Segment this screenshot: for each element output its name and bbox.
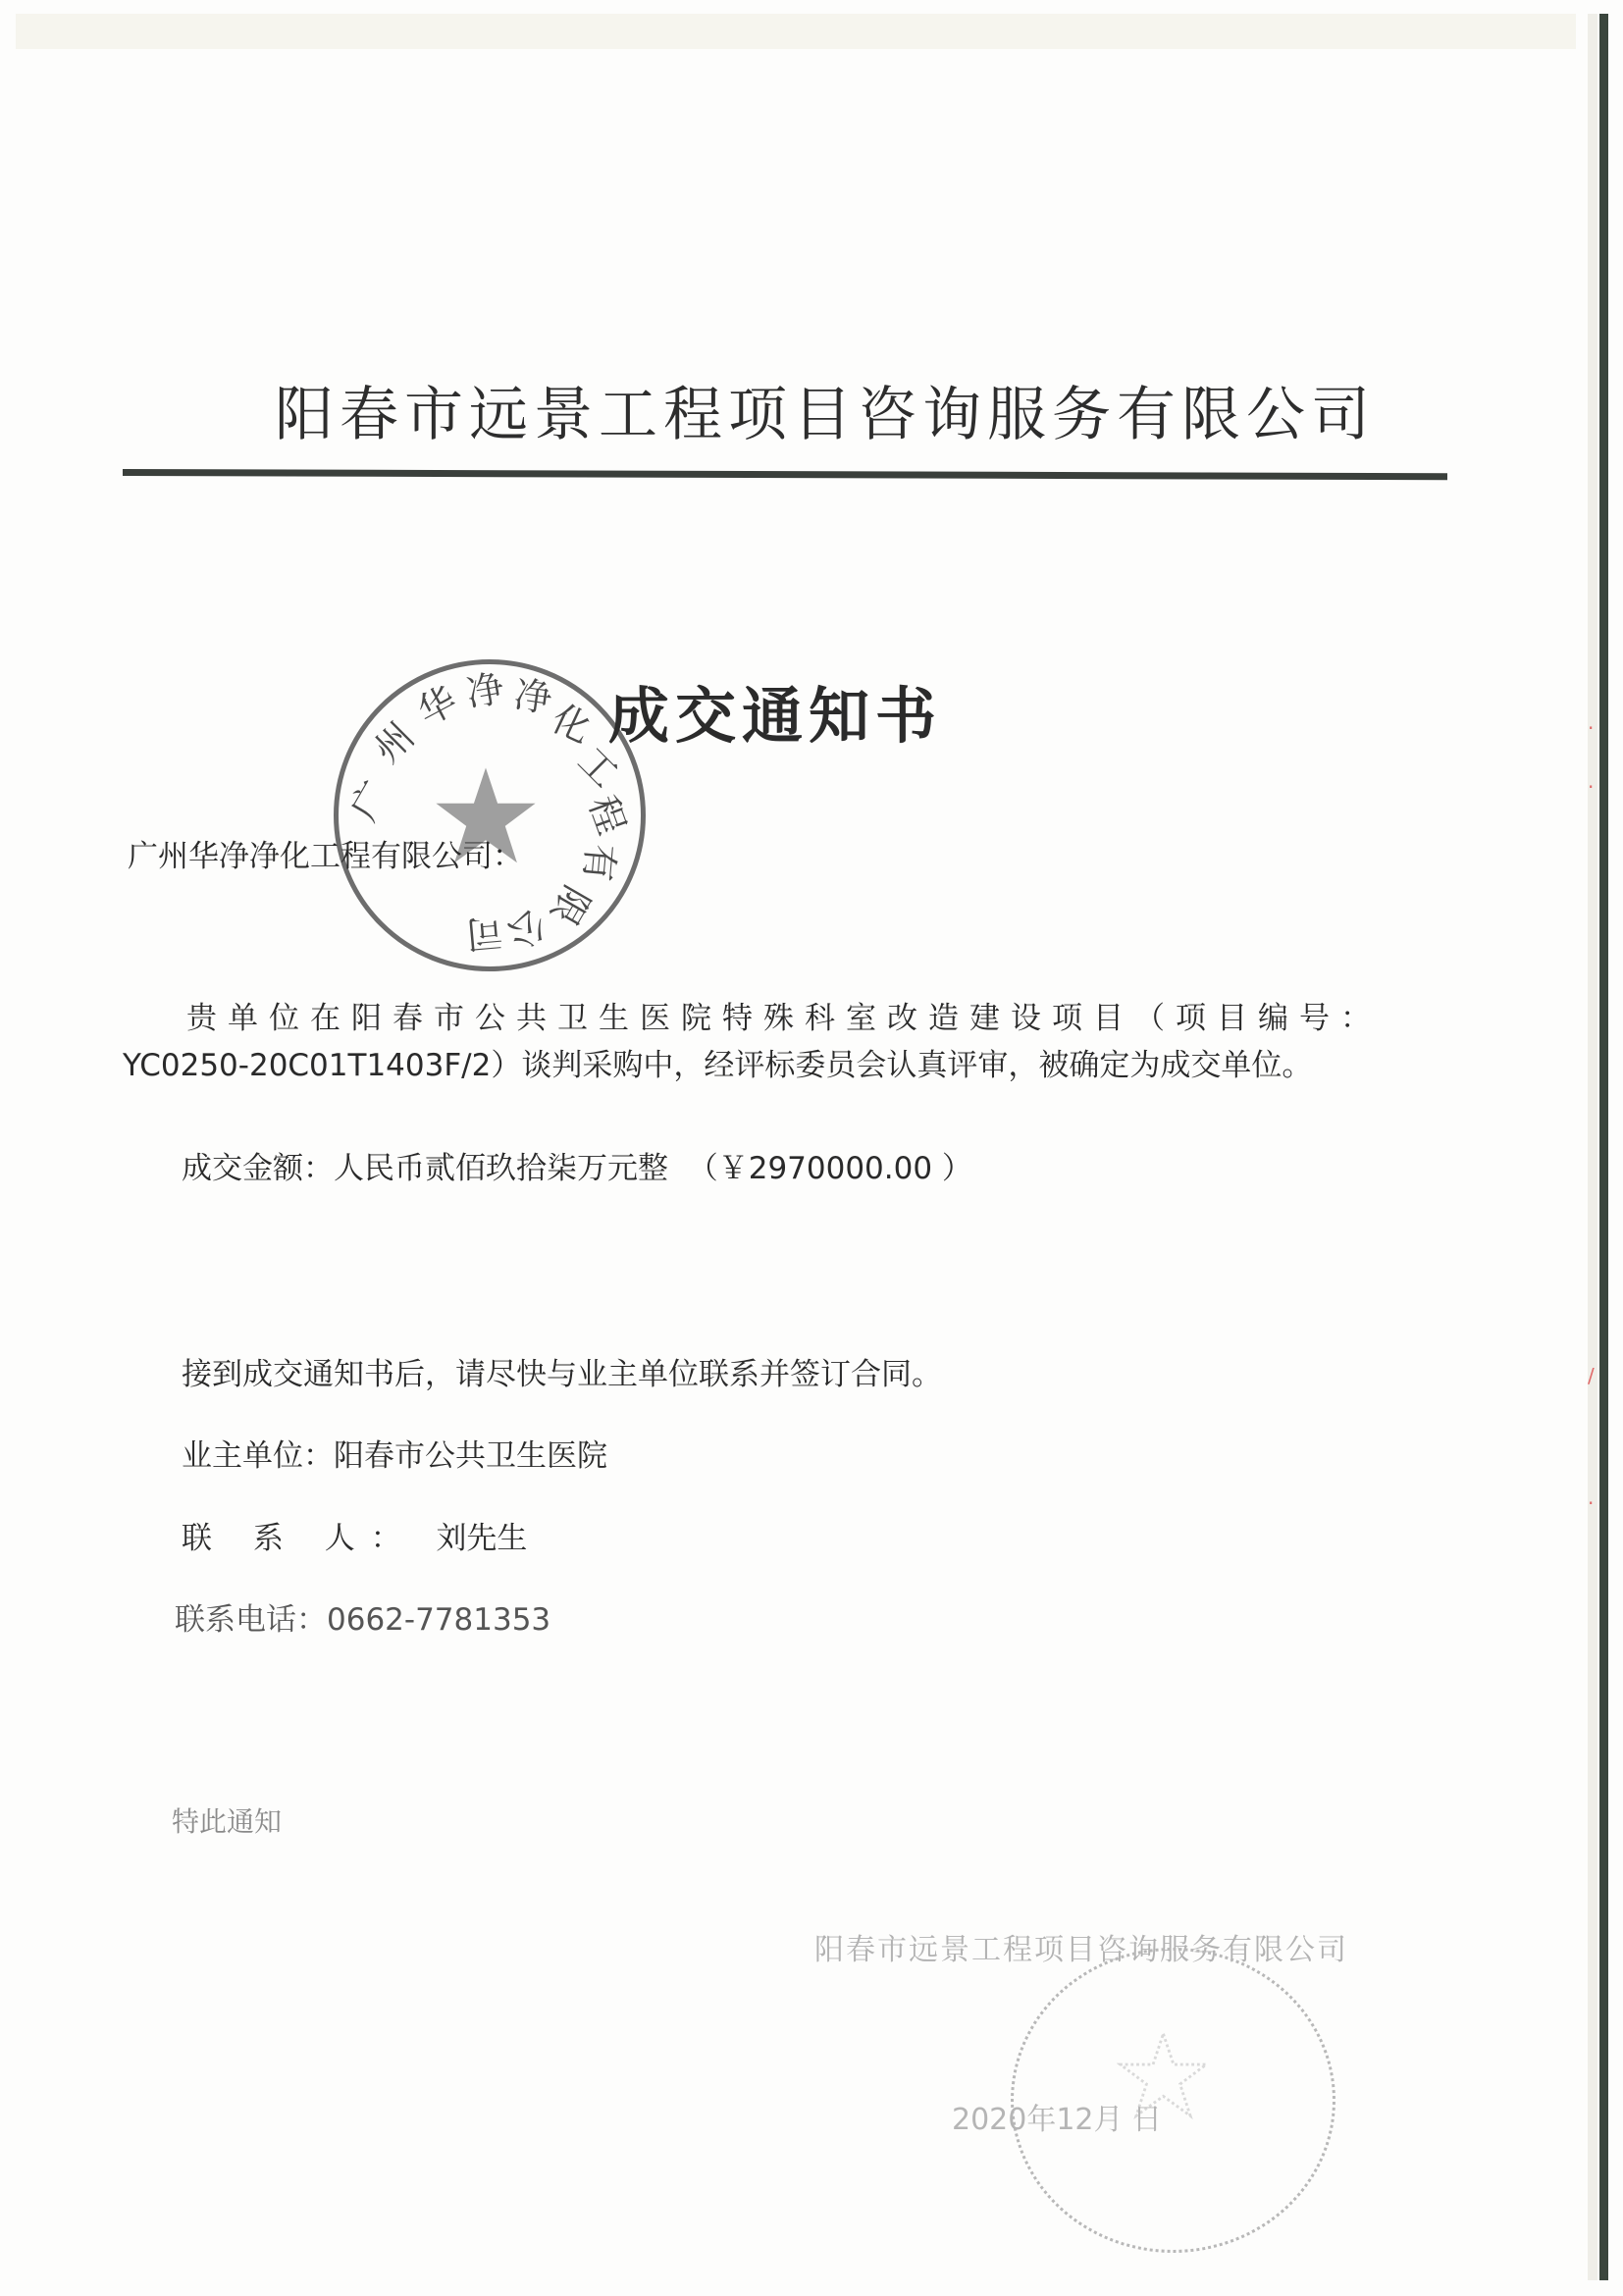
contact-person-label: 联 系 人： <box>182 1521 417 1556</box>
contact-person <box>182 1513 527 1557</box>
award-amount <box>182 1143 972 1187</box>
recipient-company-seal <box>334 659 646 971</box>
margin-mark: · <box>1588 1491 1595 1515</box>
seal-text: 华 <box>410 678 464 734</box>
contact-phone-label: 联系电话： <box>175 1602 327 1638</box>
owner-unit <box>182 1431 607 1475</box>
seal-text: 净 <box>511 672 555 721</box>
contact-phone-value: 0662-7781353 <box>327 1602 551 1638</box>
award-amount-number: （￥2970000.00 ） <box>687 1151 972 1186</box>
margin-mark: / <box>1588 1364 1595 1387</box>
seal-text: 限 <box>542 878 599 933</box>
margin-mark: · <box>1588 775 1595 799</box>
seal-text: 净 <box>463 665 508 715</box>
scan-right-margin <box>1588 14 1597 2280</box>
seal-text: 公 <box>498 900 555 958</box>
seal-text: 有 <box>575 842 623 884</box>
seal-text: 州 <box>365 713 423 771</box>
scan-right-edge <box>1599 14 1608 2280</box>
award-amount-label: 成交金额： <box>182 1151 334 1186</box>
scan-top-strip <box>16 14 1576 49</box>
owner-unit-value: 阳春市公共卫生医院 <box>334 1438 607 1474</box>
contract-notice: 接到成交通知书后，请尽快与业主单位联系并签订合同。 <box>182 1357 942 1392</box>
body-paragraph-line-1: 贵单位在阳春市公共卫生医院特殊科室改造建设项目（项目编号： <box>186 1001 1382 1036</box>
award-amount-text: 人民币贰佰玖拾柒万元整 <box>334 1151 668 1186</box>
margin-mark: · <box>1588 716 1595 740</box>
body-paragraph-line-2: YC0250-20C01T1403F/2）谈判采购中，经评标委员会认真评审，被确定为成交单位。 <box>123 1048 1313 1083</box>
contact-phone <box>175 1594 550 1639</box>
owner-unit-label: 业主单位： <box>182 1438 334 1474</box>
recipient-name: 广州华净净化工程有限公司： <box>128 839 523 874</box>
header-divider <box>123 469 1447 480</box>
seal-text: 工 <box>569 738 627 796</box>
closing-phrase: 特此通知 <box>172 1805 283 1838</box>
seal-text: 程 <box>580 790 634 841</box>
seal-text: 司 <box>463 910 505 957</box>
seal-text: 广 <box>341 773 398 828</box>
issue-date: 2020年12月 日 <box>952 2103 1163 2137</box>
seal-text: 化 <box>546 696 599 752</box>
contact-person-value: 刘先生 <box>436 1521 528 1556</box>
company-header: 阳春市远景工程项目咨询服务有限公司 <box>275 381 1376 449</box>
issuer-signature: 阳春市远景工程项目咨询服务有限公司 <box>814 1933 1348 1967</box>
document-title: 成交通知书 <box>608 680 943 752</box>
